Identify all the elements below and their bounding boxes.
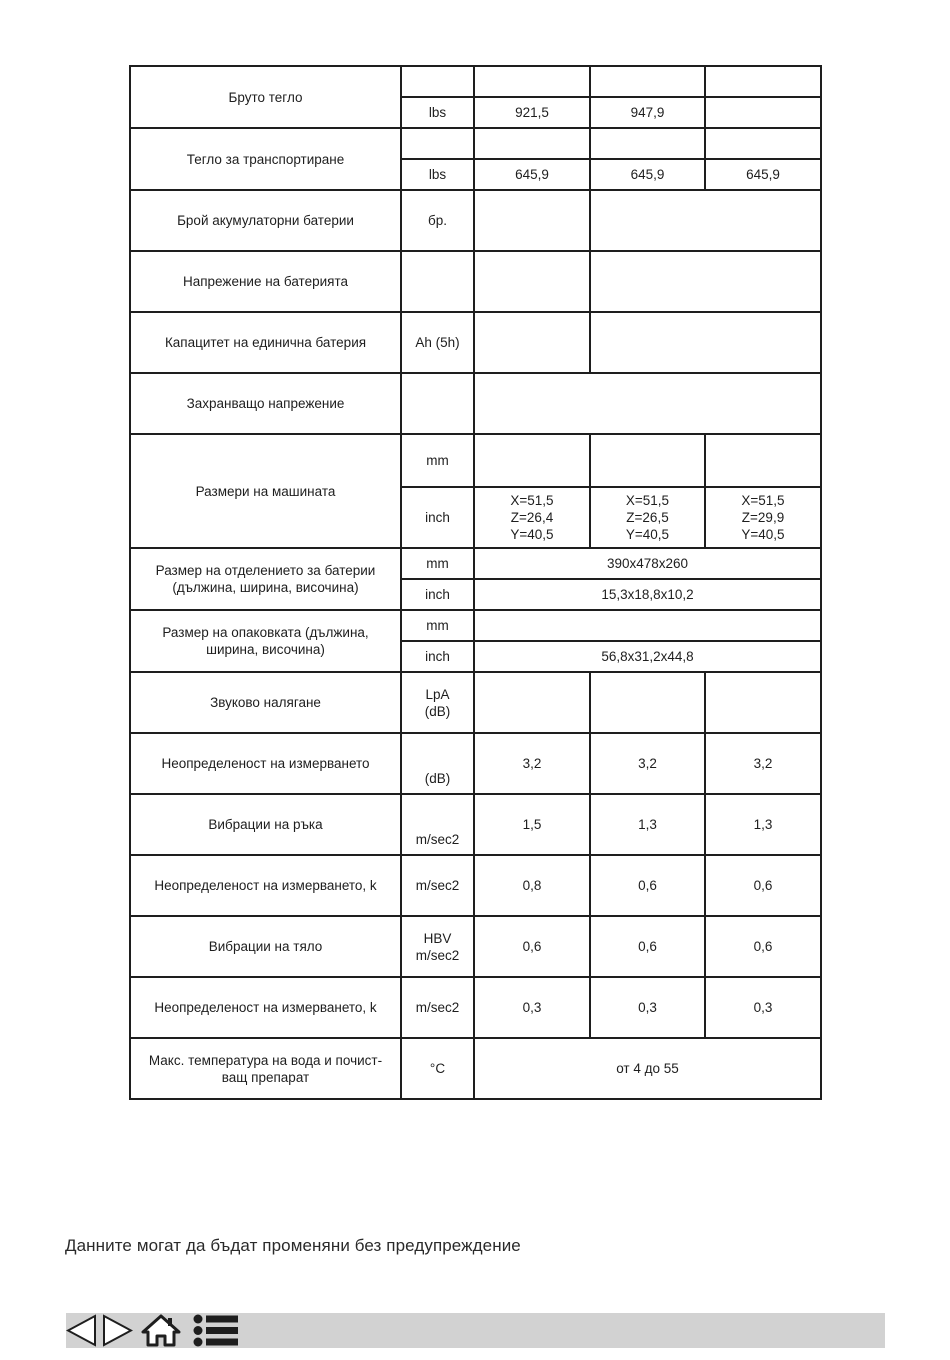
unit-cell: inch <box>401 641 474 672</box>
value-cell: X=51,5 Z=26,4 Y=40,5 <box>474 487 590 548</box>
value-cell: 3,2 <box>590 733 705 794</box>
value-cell <box>705 434 821 487</box>
value-cell: 947,9 <box>590 97 705 128</box>
unit-cell: °C <box>401 1038 474 1099</box>
unit-cell: Ah (5h) <box>401 312 474 373</box>
value-cell: 15,3x18,8x10,2 <box>474 579 821 610</box>
unit-cell: LpA (dB) <box>401 672 474 733</box>
table-row <box>130 190 821 251</box>
table-row <box>130 855 821 916</box>
unit-cell: m/sec2 <box>401 977 474 1038</box>
value-cell <box>474 128 590 159</box>
value-cell: 0,8 <box>474 855 590 916</box>
table-row <box>130 434 821 487</box>
unit-cell: lbs <box>401 97 474 128</box>
value-cell: 0,3 <box>590 977 705 1038</box>
value-cell: 0,6 <box>590 916 705 977</box>
unit-cell: бр. <box>401 190 474 251</box>
value-cell <box>590 66 705 97</box>
next-page-icon[interactable] <box>101 1314 133 1347</box>
unit-cell <box>401 66 474 97</box>
row-label: Тегло за транспортиране <box>130 128 401 190</box>
value-cell: 56,8x31,2x44,8 <box>474 641 821 672</box>
unit-cell <box>401 128 474 159</box>
row-label: Неопределеност на измерването <box>130 733 401 794</box>
table-row <box>130 373 821 434</box>
value-cell <box>474 251 590 312</box>
row-label: Звуково налягане <box>130 672 401 733</box>
unit-cell: (dB) <box>401 733 474 794</box>
row-label: Размери на машината <box>130 434 401 548</box>
value-cell: X=51,5 Z=29,9 Y=40,5 <box>705 487 821 548</box>
table-row <box>130 916 821 977</box>
table-row <box>130 312 821 373</box>
value-cell <box>705 128 821 159</box>
value-cell <box>590 190 821 251</box>
navigation-bar <box>66 1313 885 1348</box>
row-label: Капацитет на единична батерия <box>130 312 401 373</box>
unit-cell: mm <box>401 434 474 487</box>
value-cell: 3,2 <box>474 733 590 794</box>
unit-cell: inch <box>401 579 474 610</box>
table-row <box>130 672 821 733</box>
value-cell <box>474 66 590 97</box>
value-cell <box>705 672 821 733</box>
unit-cell: inch <box>401 487 474 548</box>
value-cell: 390x478x260 <box>474 548 821 579</box>
value-cell: 645,9 <box>590 159 705 190</box>
value-cell <box>590 312 821 373</box>
row-label: Макс. температура на вода и почист- ващ препарат <box>130 1038 401 1099</box>
value-cell: 645,9 <box>474 159 590 190</box>
unit-cell <box>401 251 474 312</box>
value-cell <box>590 434 705 487</box>
value-cell <box>474 312 590 373</box>
value-cell: от 4 до 55 <box>474 1038 821 1099</box>
contents-list-icon[interactable] <box>192 1314 240 1347</box>
value-cell: 0,3 <box>474 977 590 1038</box>
home-icon[interactable] <box>141 1314 181 1347</box>
row-label: Вибрации на тяло <box>130 916 401 977</box>
value-cell <box>474 672 590 733</box>
table-row <box>130 610 821 641</box>
row-label: Размер на опаковката (дължина, ширина, височина) <box>130 610 401 672</box>
table-row <box>130 977 821 1038</box>
unit-cell: mm <box>401 610 474 641</box>
table-row <box>130 794 821 855</box>
value-cell: 921,5 <box>474 97 590 128</box>
row-label: Вибрации на ръка <box>130 794 401 855</box>
value-cell: X=51,5 Z=26,5 Y=40,5 <box>590 487 705 548</box>
value-cell: 3,2 <box>705 733 821 794</box>
disclaimer-note: Данните могат да бъдат променяни без предупреждение <box>65 1236 521 1255</box>
value-cell <box>590 128 705 159</box>
row-label: Захранващо напрежение <box>130 373 401 434</box>
row-label: Неопределеност на измерването, k <box>130 977 401 1038</box>
row-label: Неопределеност на измерването, k <box>130 855 401 916</box>
value-cell: 0,6 <box>474 916 590 977</box>
value-cell: 0,6 <box>590 855 705 916</box>
unit-cell: mm <box>401 548 474 579</box>
value-cell <box>474 190 590 251</box>
value-cell <box>705 97 821 128</box>
table-row <box>130 548 821 579</box>
row-label: Бруто тегло <box>130 66 401 128</box>
row-label: Размер на отделението за батерии (дължина, ширина, височина) <box>130 548 401 610</box>
value-cell <box>705 66 821 97</box>
unit-cell: HBV m/sec2 <box>401 916 474 977</box>
value-cell: 0,6 <box>705 855 821 916</box>
table-row <box>130 66 821 97</box>
value-cell <box>590 251 821 312</box>
unit-cell: m/sec2 <box>401 855 474 916</box>
table-row <box>130 128 821 159</box>
table-row <box>130 733 821 794</box>
value-cell <box>474 373 821 434</box>
table-row <box>130 251 821 312</box>
specifications-table <box>129 65 822 1100</box>
value-cell <box>590 672 705 733</box>
row-label: Напрежение на батерията <box>130 251 401 312</box>
value-cell: 1,3 <box>705 794 821 855</box>
unit-cell: lbs <box>401 159 474 190</box>
value-cell: 0,6 <box>705 916 821 977</box>
value-cell: 1,5 <box>474 794 590 855</box>
value-cell: 0,3 <box>705 977 821 1038</box>
previous-page-icon[interactable] <box>66 1314 98 1347</box>
value-cell <box>474 610 821 641</box>
row-label: Брой акумулаторни батерии <box>130 190 401 251</box>
unit-cell: m/sec2 <box>401 794 474 855</box>
unit-cell <box>401 373 474 434</box>
table-row <box>130 1038 821 1099</box>
value-cell: 1,3 <box>590 794 705 855</box>
value-cell <box>474 434 590 487</box>
value-cell: 645,9 <box>705 159 821 190</box>
